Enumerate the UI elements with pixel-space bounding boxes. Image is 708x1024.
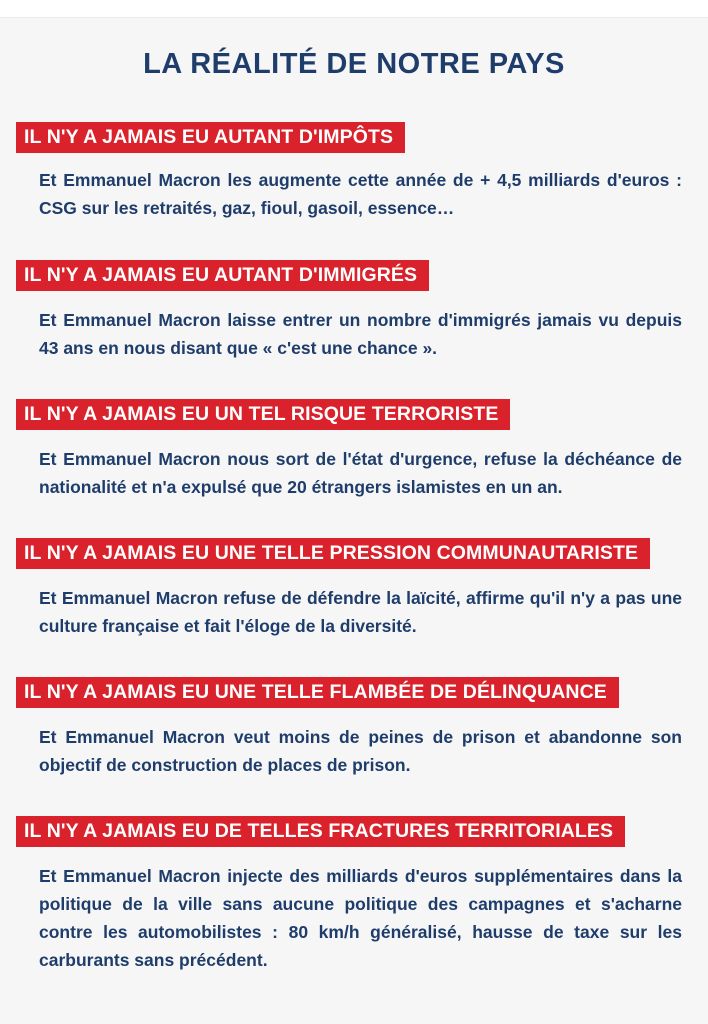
section-heading: IL N'Y A JAMAIS EU UNE TELLE FLAMBÉE DE DÉLINQUANCE — [16, 677, 619, 708]
section-heading: IL N'Y A JAMAIS EU DE TELLES FRACTURES TERRITORIALES — [16, 816, 625, 847]
section-heading: IL N'Y A JAMAIS EU UNE TELLE PRESSION COMMUNAUTARISTE — [16, 538, 650, 569]
section-text: Et Emmanuel Macron laisse entrer un nombre d'immigrés jamais vu depuis 43 ans en nous disant que « c'est une chance ». — [39, 310, 682, 358]
section-heading: IL N'Y A JAMAIS EU AUTANT D'IMPÔTS — [16, 122, 405, 153]
section-text: Et Emmanuel Macron nous sort de l'état d'urgence, refuse la déchéance de nationalité et n'a expulsé que 20 étrangers islamistes en un an. — [39, 449, 682, 497]
section-text: Et Emmanuel Macron injecte des milliards d'euros supplémentaires dans la politique de la ville sans aucune politique des campagnes et s'acharne contre les automobilistes : 80 km/h généralisé, hausse de taxe sur les carburants sans précédent. — [39, 866, 682, 970]
section-heading: IL N'Y A JAMAIS EU UN TEL RISQUE TERRORISTE — [16, 399, 510, 430]
section-heading: IL N'Y A JAMAIS EU AUTANT D'IMMIGRÉS — [16, 260, 429, 291]
section-text: Et Emmanuel Macron refuse de défendre la laïcité, affirme qu'il n'y a pas une culture française et fait l'éloge de la diversité. — [39, 588, 682, 636]
top-strip — [0, 0, 708, 18]
section-text: Et Emmanuel Macron veut moins de peines de prison et abandonne son objectif de construction de places de prison. — [39, 727, 682, 775]
page-title: LA RÉALITÉ DE NOTRE PAYS — [143, 48, 565, 80]
section-text: Et Emmanuel Macron les augmente cette année de + 4,5 milliards d'euros : CSG sur les retraités, gaz, fioul, gasoil, essence… — [39, 170, 682, 218]
